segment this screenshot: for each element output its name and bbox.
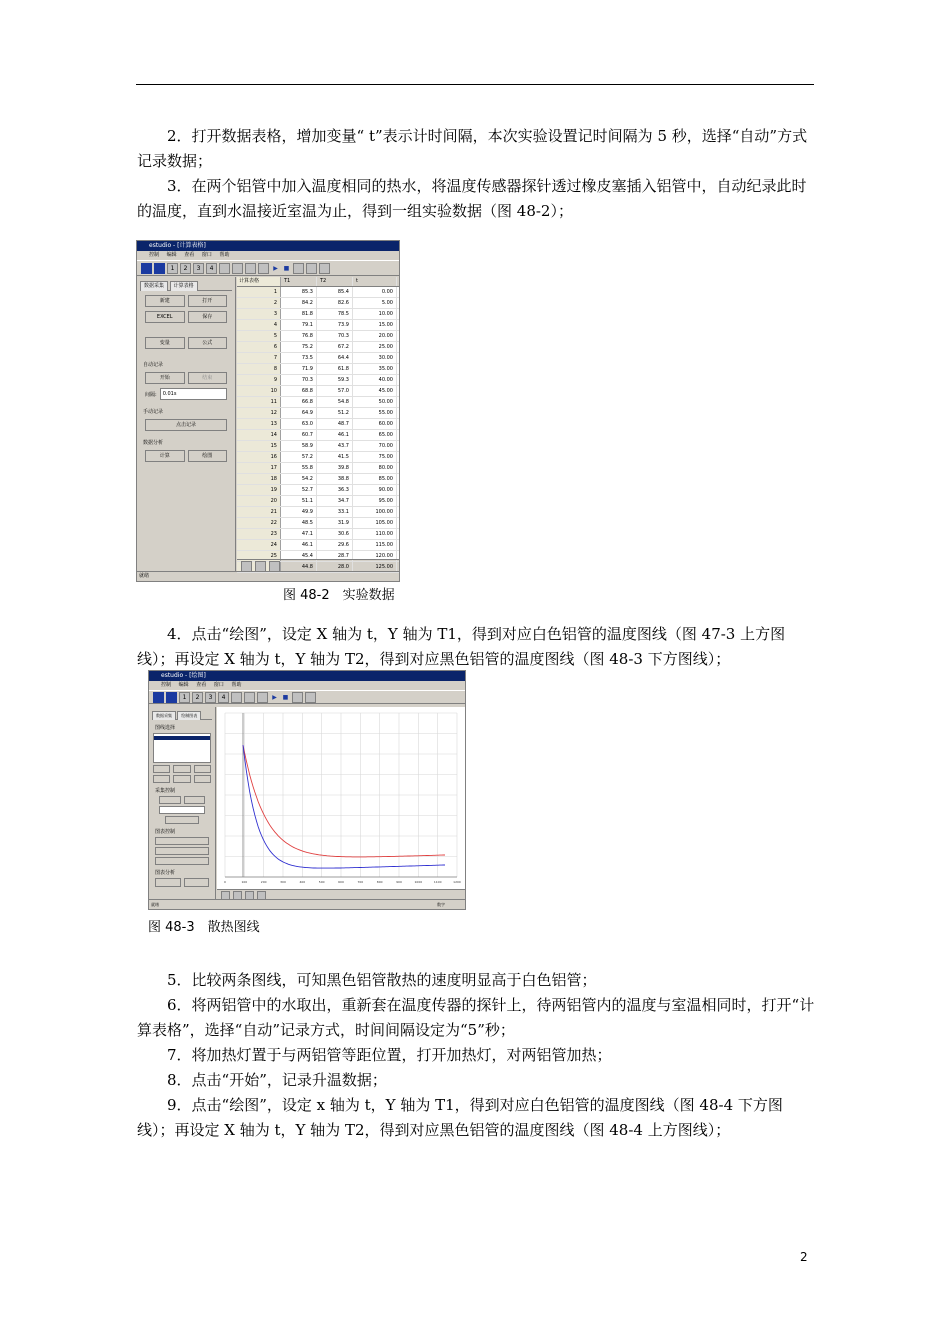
x-tick-label: 800 bbox=[376, 880, 383, 884]
table-cell[interactable]: 52.7 bbox=[281, 485, 317, 495]
menu-item[interactable]: 帮助 bbox=[231, 682, 242, 688]
table-cell[interactable]: 66.8 bbox=[281, 397, 317, 407]
excel-button[interactable]: EXCEL bbox=[145, 311, 185, 323]
header-rule bbox=[136, 84, 814, 85]
table-cell[interactable]: 120.00 bbox=[353, 551, 397, 561]
table-cell[interactable]: 64.4 bbox=[317, 353, 353, 363]
play-icon[interactable]: ▶ bbox=[272, 693, 277, 701]
panel-tabs bbox=[152, 711, 212, 720]
selected-curve[interactable] bbox=[154, 736, 210, 740]
menu-item[interactable]: 控制 bbox=[161, 682, 172, 688]
table-cell[interactable]: 20 bbox=[237, 496, 281, 506]
steps-block-3 bbox=[137, 968, 817, 1143]
table-cell[interactable]: 44.8 bbox=[281, 562, 317, 572]
tool-icon[interactable] bbox=[153, 692, 164, 703]
header-cell: t bbox=[353, 277, 397, 286]
x-tick-label: 500 bbox=[318, 880, 325, 884]
table-row[interactable] bbox=[237, 331, 399, 342]
menu-item[interactable]: 查看 bbox=[184, 252, 195, 258]
table-cell[interactable]: 19 bbox=[237, 485, 281, 495]
tool-icon[interactable] bbox=[141, 263, 152, 274]
panel-button[interactable] bbox=[184, 796, 206, 804]
play-icon[interactable]: ▶ bbox=[273, 264, 278, 272]
paste-icon[interactable] bbox=[319, 263, 330, 274]
x-tick-label: 900 bbox=[396, 880, 402, 884]
table-cell[interactable]: 85.00 bbox=[353, 474, 397, 484]
table-row[interactable] bbox=[237, 540, 399, 551]
table-cell[interactable]: 5 bbox=[237, 331, 281, 341]
panel-button[interactable] bbox=[155, 837, 209, 845]
table-cell[interactable]: 13 bbox=[237, 419, 281, 429]
table-cell[interactable]: 10 bbox=[237, 386, 281, 396]
panel-label: 图表控制 bbox=[155, 829, 176, 835]
table-cell[interactable]: 79.1 bbox=[281, 320, 317, 330]
table-row[interactable] bbox=[237, 507, 399, 518]
table-cell[interactable]: 60.00 bbox=[353, 419, 397, 429]
table-row[interactable] bbox=[237, 364, 399, 375]
table-cell[interactable]: 23 bbox=[237, 529, 281, 539]
table-row[interactable] bbox=[237, 353, 399, 364]
chart-icon[interactable] bbox=[219, 263, 230, 274]
table-row[interactable] bbox=[237, 419, 399, 430]
copy-icon[interactable] bbox=[306, 263, 317, 274]
table-row[interactable] bbox=[237, 496, 399, 507]
table-cell[interactable]: 57.0 bbox=[317, 386, 353, 396]
panel-button[interactable] bbox=[153, 775, 170, 783]
table-cell[interactable]: 46.1 bbox=[281, 540, 317, 550]
table-cell[interactable]: 76.8 bbox=[281, 331, 317, 341]
menu-item[interactable]: 窗口 bbox=[213, 682, 224, 688]
table-cell[interactable]: 31.9 bbox=[317, 518, 353, 528]
table-cell[interactable]: 75.00 bbox=[353, 452, 397, 462]
table-cell[interactable]: 30.6 bbox=[317, 529, 353, 539]
table-cell[interactable]: 73.5 bbox=[281, 353, 317, 363]
table-cell[interactable]: 51.2 bbox=[317, 408, 353, 418]
channel-button[interactable]: 3 bbox=[205, 692, 216, 703]
plot-control-panel bbox=[149, 707, 216, 899]
table-cell[interactable]: 25 bbox=[237, 551, 281, 561]
panel-label: 采集控制 bbox=[155, 788, 176, 794]
panel-button[interactable] bbox=[159, 796, 181, 804]
table-cell[interactable]: 39.8 bbox=[317, 463, 353, 473]
table-cell[interactable]: 8 bbox=[237, 364, 281, 374]
table-cell[interactable]: 67.2 bbox=[317, 342, 353, 352]
black-tube-curve bbox=[243, 745, 445, 868]
table-cell[interactable]: 9 bbox=[237, 375, 281, 385]
click-record-button[interactable]: 点击记录 bbox=[145, 419, 227, 431]
data-sheet bbox=[237, 277, 399, 570]
table-cell[interactable]: 6 bbox=[237, 342, 281, 352]
table-cell[interactable]: 57.2 bbox=[281, 452, 317, 462]
header-cell: 计算表格 bbox=[237, 277, 281, 286]
figure-caption: 图 48-3 散热图线 bbox=[148, 920, 260, 935]
table-cell[interactable]: 58.9 bbox=[281, 441, 317, 451]
curve-list[interactable] bbox=[153, 733, 211, 763]
table-row[interactable] bbox=[237, 287, 399, 298]
table-row[interactable] bbox=[237, 518, 399, 529]
table-cell[interactable]: 60.7 bbox=[281, 430, 317, 440]
x-tick-label: 300 bbox=[280, 880, 286, 884]
table-cell[interactable]: 90.00 bbox=[353, 485, 397, 495]
panel-select[interactable] bbox=[159, 806, 205, 814]
table-row[interactable] bbox=[237, 342, 399, 353]
channel-button[interactable]: 2 bbox=[192, 692, 203, 703]
step-2: 2．打开数据表格，增加变量“ t”表示计时间隔，本次实验设置记时间隔为 5 秒，选择“自动”方式记录数据； bbox=[137, 127, 808, 170]
channel-button[interactable]: 4 bbox=[218, 692, 229, 703]
table-cell[interactable]: 105.00 bbox=[353, 518, 397, 528]
pause-icon[interactable] bbox=[292, 692, 303, 703]
table-cell[interactable]: 7 bbox=[237, 353, 281, 363]
table-cell[interactable]: 4 bbox=[237, 320, 281, 330]
table-row[interactable] bbox=[237, 463, 399, 474]
table-cell[interactable]: 40.00 bbox=[353, 375, 397, 385]
panel-label: 图线选择 bbox=[155, 725, 176, 731]
table-cell[interactable]: 24 bbox=[237, 540, 281, 550]
table-cell[interactable]: 64.9 bbox=[281, 408, 317, 418]
channel-button[interactable]: 4 bbox=[206, 263, 217, 274]
table-cell[interactable]: 49.9 bbox=[281, 507, 317, 517]
x-tick-label: 100 bbox=[241, 880, 248, 884]
table-cell[interactable]: 46.1 bbox=[317, 430, 353, 440]
layout-icon[interactable] bbox=[258, 263, 269, 274]
menu-bar bbox=[149, 681, 465, 691]
table-cell[interactable]: 73.9 bbox=[317, 320, 353, 330]
channel-button[interactable]: 1 bbox=[179, 692, 190, 703]
step-3: 3．在两个铝管中加入温度相同的热水，将温度传感器探针透过橡皮塞插入铝管中，自动纪录此时的温度，直到水温接近室温为止，得到一组实验数据（图 48-2）； bbox=[137, 177, 807, 220]
step-4-text: 4．点击“绘图”，设定 X 轴为 t，Y 轴为 T1，得到对应白色铝管的温度图线（图 47-3 上方图线）；再设定 X 轴为 t，Y 轴为 T2，得到对应黑色铝管的温度图线（图 48-3 下方图线）； bbox=[137, 625, 786, 668]
table-cell[interactable]: 2 bbox=[237, 298, 281, 308]
tool-icon[interactable] bbox=[166, 692, 177, 703]
panel-button[interactable] bbox=[155, 878, 181, 887]
table-cell[interactable]: 50.00 bbox=[353, 397, 397, 407]
analysis-label: 数据分析 bbox=[143, 440, 164, 446]
table-cell[interactable]: 20.00 bbox=[353, 331, 397, 341]
table-cell[interactable]: 35.00 bbox=[353, 364, 397, 374]
menu-item[interactable]: 查看 bbox=[196, 682, 207, 688]
table-cell[interactable]: 70.00 bbox=[353, 441, 397, 451]
header-cell: T2 bbox=[317, 277, 353, 286]
x-tick-label: 700 bbox=[357, 880, 364, 884]
sheet-rows bbox=[237, 287, 399, 573]
menu-item[interactable]: 控制 bbox=[149, 252, 160, 258]
table-cell[interactable]: 3 bbox=[237, 309, 281, 319]
panel-button[interactable] bbox=[153, 765, 170, 773]
stop-icon[interactable]: ■ bbox=[283, 264, 290, 272]
table-cell[interactable]: 63.0 bbox=[281, 419, 317, 429]
table-cell[interactable]: 22 bbox=[237, 518, 281, 528]
header-cell: T1 bbox=[281, 277, 317, 286]
table-cell[interactable]: 5.00 bbox=[353, 298, 397, 308]
x-tick-label: 1100 bbox=[433, 880, 442, 884]
table-row[interactable] bbox=[237, 309, 399, 320]
menu-item[interactable]: 编辑 bbox=[166, 252, 177, 258]
panel-button[interactable] bbox=[184, 878, 210, 887]
table-cell[interactable]: 25.00 bbox=[353, 342, 397, 352]
new-button[interactable]: 新建 bbox=[145, 295, 185, 307]
table-cell[interactable]: 55.00 bbox=[353, 408, 397, 418]
menu-item[interactable]: 窗口 bbox=[201, 252, 212, 258]
table-row[interactable] bbox=[237, 320, 399, 331]
formula-button[interactable]: 公式 bbox=[188, 337, 228, 349]
table-row[interactable] bbox=[237, 529, 399, 540]
table-cell[interactable]: 48.5 bbox=[281, 518, 317, 528]
table-cell[interactable]: 82.6 bbox=[317, 298, 353, 308]
save-button[interactable]: 保存 bbox=[188, 311, 228, 323]
panel-button[interactable] bbox=[173, 765, 190, 773]
table-cell[interactable]: 78.5 bbox=[317, 309, 353, 319]
table-cell[interactable]: 110.00 bbox=[353, 529, 397, 539]
step-8: 8．点击“开始”，记录升温数据； bbox=[167, 1071, 387, 1089]
table-cell[interactable]: 16 bbox=[237, 452, 281, 462]
layout-icon[interactable] bbox=[245, 263, 256, 274]
status-right: 数字 bbox=[437, 902, 445, 907]
table-cell[interactable]: 115.00 bbox=[353, 540, 397, 550]
calc-button[interactable]: 计算 bbox=[145, 450, 185, 462]
table-cell[interactable]: 61.8 bbox=[317, 364, 353, 374]
table-cell[interactable]: 75.2 bbox=[281, 342, 317, 352]
plot-button[interactable]: 绘图 bbox=[188, 450, 228, 462]
table-cell[interactable]: 59.3 bbox=[317, 375, 353, 385]
table-cell[interactable]: 85.4 bbox=[317, 287, 353, 297]
table-cell[interactable]: 55.8 bbox=[281, 463, 317, 473]
step-7: 7．将加热灯置于与两铝管等距位置，打开加热灯，对两铝管加热； bbox=[167, 1046, 612, 1064]
steps-block-1 bbox=[137, 124, 817, 224]
window-title: estudio - [计算表格] bbox=[137, 241, 399, 251]
menu-bar bbox=[137, 251, 399, 261]
layout-icon[interactable] bbox=[257, 692, 268, 703]
status-bar: 就绪 bbox=[137, 571, 399, 581]
panel-button[interactable] bbox=[155, 847, 209, 855]
table-cell[interactable]: 65.00 bbox=[353, 430, 397, 440]
table-cell[interactable]: 47.1 bbox=[281, 529, 317, 539]
table-cell[interactable]: 11 bbox=[237, 397, 281, 407]
zoom-bar bbox=[217, 889, 465, 899]
table-row[interactable] bbox=[237, 408, 399, 419]
table-cell[interactable]: 0.00 bbox=[353, 287, 397, 297]
status-bar bbox=[149, 899, 465, 909]
table-cell[interactable]: 45.00 bbox=[353, 386, 397, 396]
table-cell[interactable]: 12 bbox=[237, 408, 281, 418]
panel-button[interactable] bbox=[155, 857, 209, 865]
table-cell[interactable]: 21 bbox=[237, 507, 281, 517]
panel-tabs bbox=[140, 281, 232, 291]
panel-button[interactable] bbox=[194, 765, 211, 773]
table-row[interactable] bbox=[237, 452, 399, 463]
variable-button[interactable]: 变量 bbox=[145, 337, 185, 349]
table-row[interactable] bbox=[237, 485, 399, 496]
stop-icon[interactable]: ■ bbox=[282, 693, 289, 701]
steps-block-2 bbox=[137, 622, 817, 672]
table-cell[interactable]: 125.00 bbox=[353, 562, 397, 572]
plot-area bbox=[217, 707, 465, 889]
screenshot-data-table bbox=[136, 240, 400, 582]
step-6: 6．将两铝管中的水取出，重新套在温度传器的探针上，待两铝管内的温度与室温相同时，打开“计算表格”，选择“自动”记录方式，时间间隔设定为“5”秒； bbox=[137, 996, 815, 1039]
x-tick-label: 1000 bbox=[414, 880, 423, 884]
table-cell[interactable]: 15.00 bbox=[353, 320, 397, 330]
menu-item[interactable]: 编辑 bbox=[178, 682, 189, 688]
table-cell[interactable]: 70.3 bbox=[317, 331, 353, 341]
panel-label: 图表分析 bbox=[155, 870, 176, 876]
control-panel bbox=[137, 277, 236, 571]
x-tick-label: 0 bbox=[224, 880, 226, 884]
open-button[interactable]: 打开 bbox=[188, 295, 228, 307]
table-row[interactable] bbox=[237, 441, 399, 452]
table-cell[interactable]: 81.8 bbox=[281, 309, 317, 319]
table-cell[interactable]: 45.4 bbox=[281, 551, 317, 561]
tool-icon[interactable] bbox=[154, 263, 165, 274]
sheet-header bbox=[237, 277, 399, 287]
toolbar bbox=[149, 691, 465, 704]
table-cell[interactable]: 54.8 bbox=[317, 397, 353, 407]
chart-icon[interactable] bbox=[231, 692, 242, 703]
table-cell[interactable]: 30.00 bbox=[353, 353, 397, 363]
panel-button[interactable] bbox=[165, 816, 199, 824]
x-tick-label: 200 bbox=[260, 880, 267, 884]
tab-data-collection[interactable]: 数据采集 bbox=[152, 711, 176, 720]
table-cell[interactable]: 41.5 bbox=[317, 452, 353, 462]
table-cell[interactable]: 54.2 bbox=[281, 474, 317, 484]
table-cell[interactable]: 84.2 bbox=[281, 298, 317, 308]
x-tick-label: 600 bbox=[338, 880, 344, 884]
tab-data-collection[interactable]: 数据采集 bbox=[140, 281, 168, 291]
toolbar bbox=[137, 261, 399, 276]
table-cell[interactable]: 80.00 bbox=[353, 463, 397, 473]
screenshot-cooling-plot bbox=[148, 670, 466, 910]
window-title: estudio - [绘图] bbox=[149, 671, 465, 681]
table-cell[interactable]: 33.1 bbox=[317, 507, 353, 517]
table-icon[interactable] bbox=[244, 692, 255, 703]
table-cell[interactable]: 38.8 bbox=[317, 474, 353, 484]
table-row[interactable] bbox=[237, 474, 399, 485]
auto-record-label: 自动记录 bbox=[143, 362, 164, 368]
table-cell[interactable]: 10.00 bbox=[353, 309, 397, 319]
step-9: 9．点击“绘图”，设定 x 轴为 t，Y 轴为 T1，得到对应白色铝管的温度图线（图 48-4 下方图线）；再设定 X 轴为 t，Y 轴为 T2，得到对应黑色铝管的温度图线（图 48-4 上方图线）； bbox=[137, 1096, 783, 1139]
table-cell[interactable]: 51.1 bbox=[281, 496, 317, 506]
interval-select[interactable]: 0.01s bbox=[160, 388, 227, 400]
copy-icon[interactable] bbox=[305, 692, 316, 703]
table-cell[interactable]: 95.00 bbox=[353, 496, 397, 506]
cooling-curves-chart bbox=[217, 707, 463, 889]
table-row[interactable] bbox=[237, 430, 399, 441]
step-4 bbox=[137, 622, 817, 672]
table-cell[interactable]: 15 bbox=[237, 441, 281, 451]
pause-icon[interactable] bbox=[293, 263, 304, 274]
panel-button[interactable] bbox=[194, 775, 211, 783]
table-row[interactable] bbox=[237, 375, 399, 386]
table-cell[interactable]: 36.3 bbox=[317, 485, 353, 495]
page-number: 2 bbox=[800, 1250, 808, 1264]
table-cell[interactable]: 71.9 bbox=[281, 364, 317, 374]
channel-button[interactable]: 3 bbox=[193, 263, 204, 274]
step-5: 5．比较两条图线，可知黑色铝管散热的速度明显高于白色铝管； bbox=[167, 971, 597, 989]
table-cell[interactable]: 29.6 bbox=[317, 540, 353, 550]
tab-calc-table[interactable]: 计算表格 bbox=[170, 281, 198, 291]
table-row[interactable] bbox=[237, 397, 399, 408]
channel-button[interactable]: 1 bbox=[167, 263, 178, 274]
table-cell[interactable]: 28.7 bbox=[317, 551, 353, 561]
zoom-bar bbox=[237, 559, 399, 571]
tab-plot[interactable]: 绘制图表 bbox=[177, 711, 201, 720]
table-cell[interactable]: 1 bbox=[237, 287, 281, 297]
interval-label: 间隔: bbox=[145, 391, 157, 398]
table-cell[interactable]: 68.8 bbox=[281, 386, 317, 396]
table-cell[interactable]: 28.0 bbox=[317, 562, 353, 572]
table-row[interactable] bbox=[237, 386, 399, 397]
table-row[interactable] bbox=[237, 298, 399, 309]
start-button[interactable]: 开始 bbox=[145, 372, 185, 384]
panel-button[interactable] bbox=[173, 775, 190, 783]
table-cell[interactable]: 18 bbox=[237, 474, 281, 484]
table-cell[interactable]: 48.7 bbox=[317, 419, 353, 429]
manual-record-label: 手动记录 bbox=[143, 409, 164, 415]
table-cell[interactable]: 14 bbox=[237, 430, 281, 440]
menu-item[interactable]: 帮助 bbox=[219, 252, 230, 258]
status-text: 就绪 bbox=[151, 902, 159, 907]
x-tick-label: 400 bbox=[299, 880, 306, 884]
table-cell[interactable]: 34.7 bbox=[317, 496, 353, 506]
x-tick-label: 1200 bbox=[453, 880, 461, 884]
figure-caption: 图 48-2 实验数据 bbox=[283, 588, 395, 603]
table-cell[interactable]: 85.3 bbox=[281, 287, 317, 297]
white-tube-curve bbox=[243, 745, 445, 857]
table-icon[interactable] bbox=[232, 263, 243, 274]
table-cell[interactable]: 17 bbox=[237, 463, 281, 473]
table-cell[interactable]: 43.7 bbox=[317, 441, 353, 451]
channel-button[interactable]: 2 bbox=[180, 263, 191, 274]
table-cell[interactable]: 70.3 bbox=[281, 375, 317, 385]
table-cell[interactable]: 100.00 bbox=[353, 507, 397, 517]
stop-button[interactable]: 结束 bbox=[188, 372, 228, 384]
